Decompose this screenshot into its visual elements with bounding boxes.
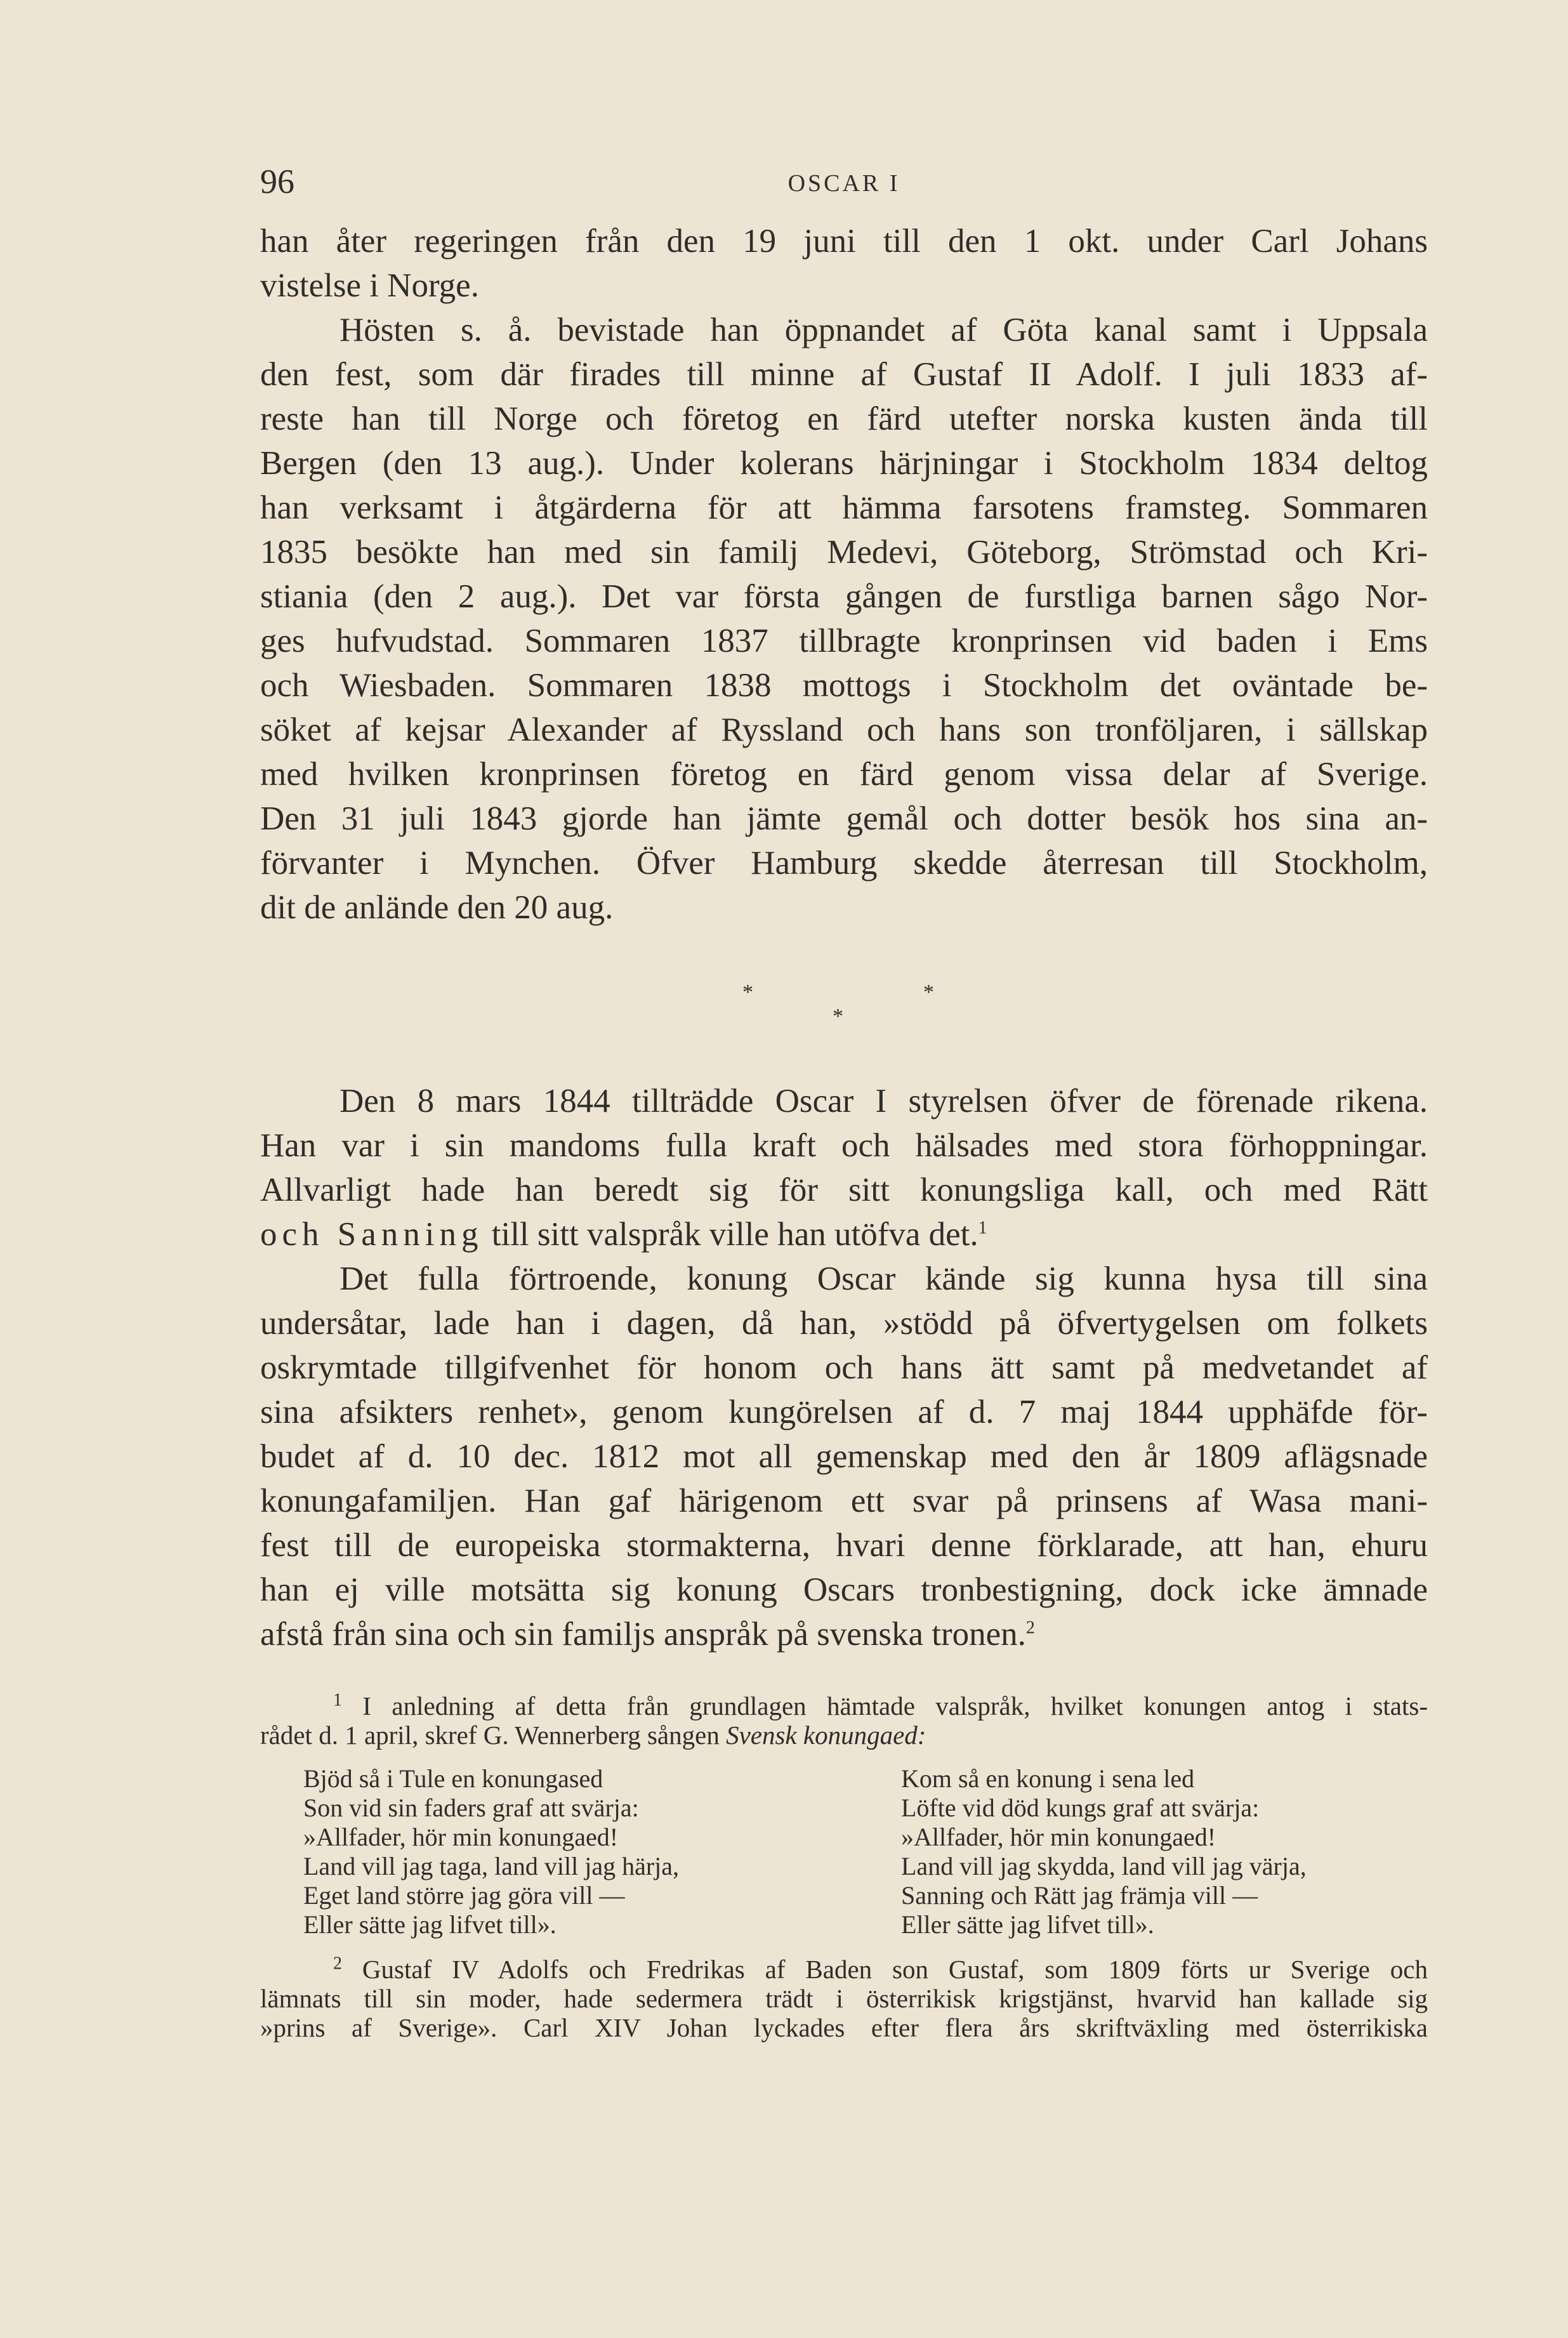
- poem-line: Eller sätte jag lifvet till».: [303, 1910, 557, 1939]
- body-line: förvanter i Mynchen. Öfver Hamburg skedde återresan till Stockholm,: [260, 845, 1428, 882]
- footnote-text: rådet d. 1 april, skref G. Wennerberg sången: [260, 1720, 727, 1750]
- poem-right-column: [901, 1764, 1307, 1939]
- running-head: OSCAR I: [787, 170, 900, 197]
- body-line: han verksamt i åtgärderna för att hämma farsotens framsteg. Sommaren: [260, 489, 1428, 526]
- final-text: afstå från sina och sin familjs anspråk på svenska tronen.: [260, 1616, 1026, 1653]
- body-line: fest till de europeiska stormakterna, hvari denne förklarade, att han, ehuru: [260, 1527, 1428, 1564]
- body-line: Den 8 mars 1844 tillträdde Oscar I styrelsen öfver de förenade rikena.: [339, 1083, 1428, 1119]
- body-line: den fest, som där firades till minne af Gustaf II Adolf. I juli 1833 af-: [260, 356, 1428, 393]
- body-line: söket af kejsar Alexander af Ryssland och hans son tronföljaren, i sällskap: [260, 711, 1428, 748]
- body-line: reste han till Norge och företog en färd utefter norska kusten ända till: [260, 400, 1428, 437]
- asterism-star: *: [833, 1005, 843, 1028]
- poem-line: Sanning och Rätt jag främja vill —: [901, 1881, 1258, 1910]
- asterism-star: *: [923, 981, 934, 1004]
- poem-line: Eller sätte jag lifvet till».: [901, 1910, 1154, 1939]
- page-number: 96: [260, 162, 294, 201]
- asterism-star: *: [742, 981, 753, 1004]
- poem-line: Land vill jag taga, land vill jag härja,: [303, 1852, 680, 1880]
- body-line: 1835 besökte han med sin familj Medevi, Göteborg, Strömstad och Kri-: [260, 534, 1428, 571]
- body-line-motto: [260, 1212, 1428, 1257]
- body-line: budet af d. 10 dec. 1812 mot all gemenskap med den år 1809 aflägsnade: [260, 1438, 1428, 1475]
- footnote-line: lämnats till sin moder, hade sedermera trädt i österrikisk krigstjänst, hvarvid han kallade sig: [260, 1984, 1428, 2013]
- poem-line: »Allfader, hör min konungaed!: [303, 1823, 619, 1851]
- body-line: sina afsikters renhet», genom kungörelsen af d. 7 maj 1844 upphäfde för-: [260, 1394, 1428, 1430]
- body-line: han åter regeringen från den 19 juni till den 1 okt. under Carl Johans: [260, 223, 1428, 260]
- song-title: Svensk konungaed:: [726, 1720, 926, 1750]
- body-line-final: [260, 1612, 1428, 1656]
- footnote-mark: 2: [333, 1953, 342, 1974]
- body-line: Han var i sin mandoms fulla kraft och hälsades med stora förhoppningar.: [260, 1127, 1428, 1164]
- motto-rest: till sitt valspråk ville han utöfva det.: [483, 1216, 978, 1253]
- footnote-line: [260, 1691, 1428, 1720]
- body-section-1: [260, 219, 1428, 930]
- body-line: vistelse i Norge.: [260, 267, 479, 304]
- body-line: konungafamiljen. Han gaf härigenom ett svar på prinsens af Wasa mani-: [260, 1483, 1428, 1519]
- poem-line: »Allfader, hör min konungaed!: [901, 1823, 1216, 1851]
- body-line: ges hufvudstad. Sommaren 1837 tillbragte kronprinsen vid baden i Ems: [260, 623, 1428, 659]
- footnote-1: [260, 1691, 1428, 1750]
- footnote-ref: 1: [978, 1218, 987, 1238]
- poem-line: Bjöd så i Tule en konungased: [303, 1764, 603, 1793]
- poem-line: Eget land större jag göra vill —: [303, 1881, 625, 1910]
- section-divider: [698, 981, 952, 1038]
- body-section-2: [260, 1079, 1428, 1656]
- footnote-line: »prins af Sverige». Carl XIV Johan lyckades efter flera års skriftväxling med österrikiska: [260, 2013, 1428, 2042]
- body-line: Den 31 juli 1843 gjorde han jämte gemål och dotter besök hos sina an-: [260, 800, 1428, 837]
- footnote-line: [260, 1720, 1428, 1750]
- body-line: och Wiesbaden. Sommaren 1838 mottogs i Stockholm det oväntade be-: [260, 667, 1428, 704]
- motto-text: och Sanning: [260, 1216, 484, 1253]
- body-line: Bergen (den 13 aug.). Under kolerans härjningar i Stockholm 1834 deltog: [260, 445, 1428, 482]
- body-line: stiania (den 2 aug.). Det var första gången de furstliga barnen sågo Nor-: [260, 578, 1428, 615]
- poem-line: Land vill jag skydda, land vill jag värja,: [901, 1852, 1307, 1880]
- body-line: med hvilken kronprinsen företog en färd genom vissa delar af Sverige.: [260, 756, 1428, 793]
- body-line: han ej ville motsätta sig konung Oscars tronbestigning, dock icke ämnade: [260, 1571, 1428, 1608]
- footnote-text: I anledning af detta från grundlagen hämtade valspråk, hvilket konungen antog i stats-: [362, 1691, 1428, 1720]
- footnote-mark: 1: [333, 1690, 342, 1710]
- page-header: [260, 162, 1428, 206]
- poem-line: Son vid sin faders graf att svärja:: [303, 1793, 639, 1822]
- body-line: oskrymtade tillgifvenhet för honom och hans ätt samt på medvetandet af: [260, 1349, 1428, 1386]
- body-line: dit de anlände den 20 aug.: [260, 889, 614, 926]
- footnote-ref: 2: [1025, 1618, 1035, 1638]
- footnote-line: [260, 1955, 1428, 1984]
- poem-left-column: [303, 1764, 679, 1939]
- footnote-text: Gustaf IV Adolfs och Fredrikas af Baden son Gustaf, som 1809 förts ur Sverige och: [362, 1955, 1428, 1984]
- body-line: Hösten s. å. bevistade han öppnandet af Göta kanal samt i Uppsala: [339, 312, 1428, 348]
- poem-line: Kom så en konung i sena led: [901, 1764, 1195, 1793]
- footnote-2: [260, 1955, 1428, 2042]
- poem-line: Löfte vid död kungs graf att svärja:: [901, 1793, 1260, 1822]
- body-line: undersåtar, lade han i dagen, då han, »stödd på öfvertygelsen om folkets: [260, 1305, 1428, 1342]
- body-line: Det fulla förtroende, konung Oscar kände sig kunna hysa till sina: [339, 1260, 1428, 1297]
- body-line: Allvarligt hade han beredt sig för sitt konungsliga kall, och med Rätt: [260, 1172, 1428, 1208]
